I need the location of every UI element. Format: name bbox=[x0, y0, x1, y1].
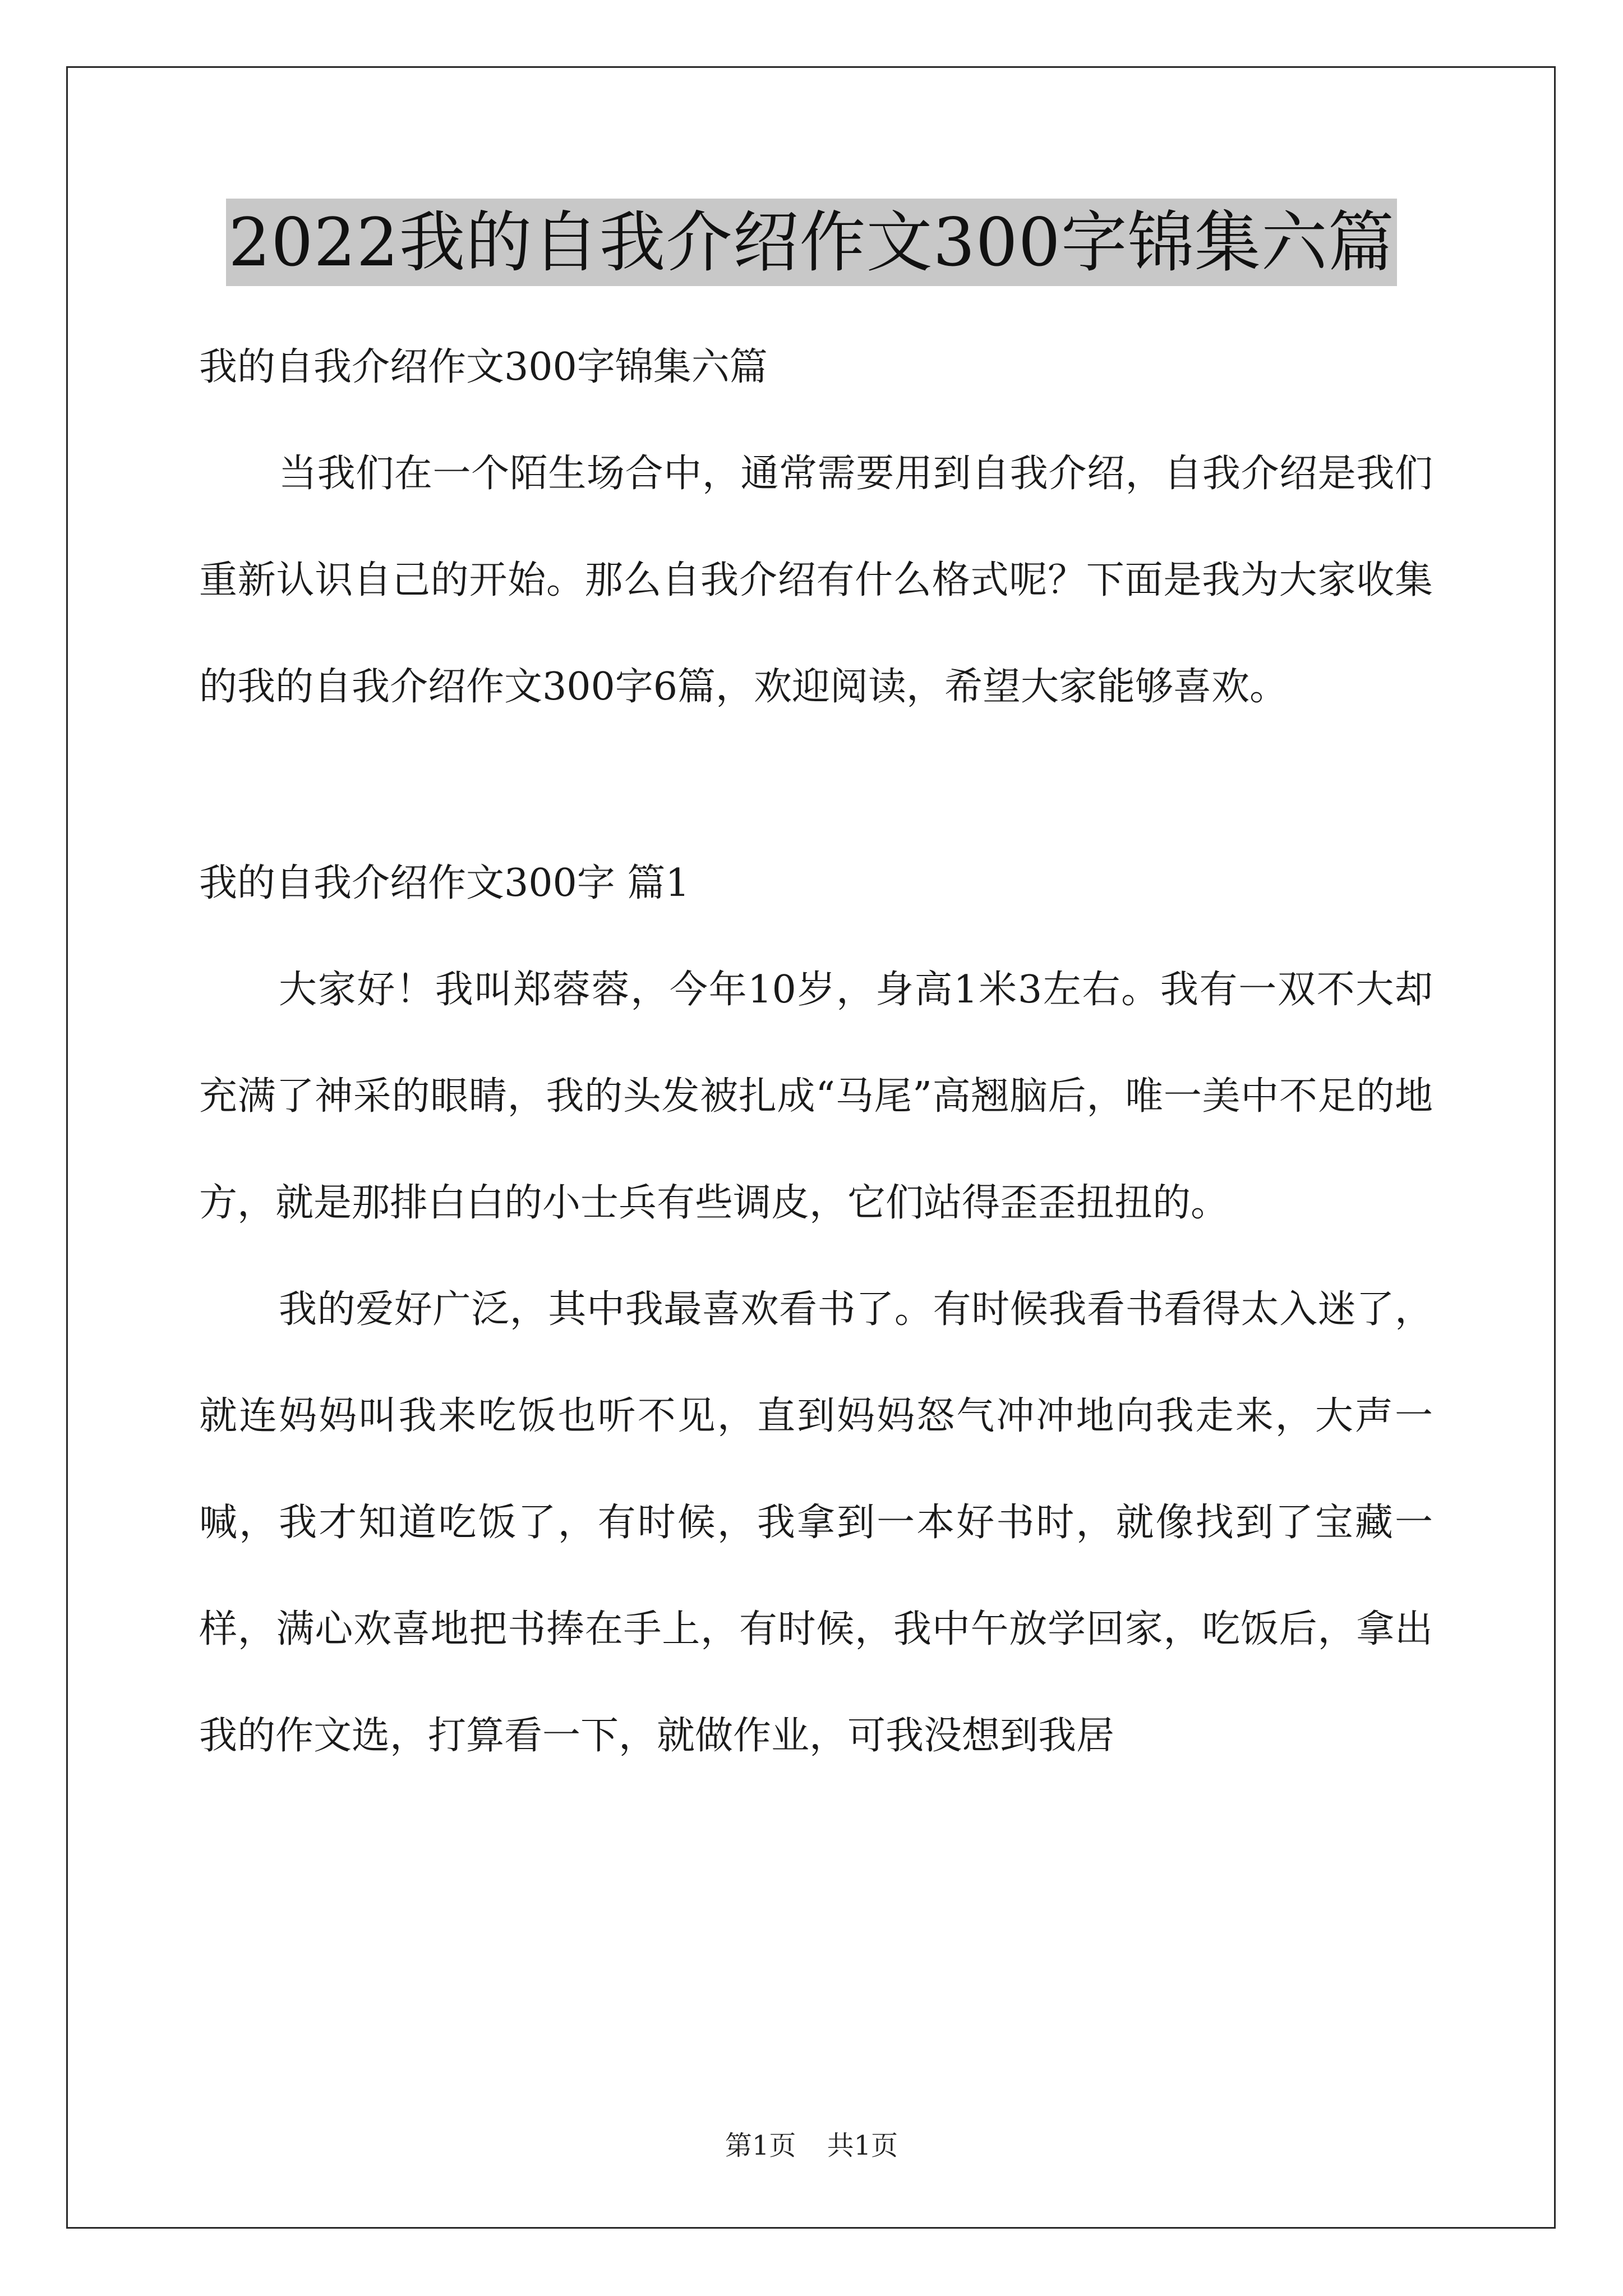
section-gap bbox=[199, 740, 1433, 830]
document-title: 2022我的自我介绍作文300字锦集六篇 bbox=[226, 199, 1397, 286]
page-number-total: 共1页 bbox=[827, 2130, 898, 2161]
page-number-current: 第1页 bbox=[725, 2130, 796, 2161]
body-paragraph: 我的爱好广泛，其中我最喜欢看书了。有时候我看书看得太入迷了，就连妈妈叫我来吃饭也听不见，直到妈妈怒气冲冲地向我走来，大声一喊，我才知道吃饭了，有时候，我拿到一本好书时，就像找到了宝藏一样，满心欢喜地把书捧在手上，有时候，我中午放学回家，吃饭后，拿出我的作文选，打算看一下，就做作业，可我没想到我居 bbox=[199, 1287, 1433, 1758]
section-heading: 我的自我介绍作文300字 篇1 bbox=[199, 861, 690, 905]
intro-paragraph: 当我们在一个陌生场合中，通常需要用到自我介绍，自我介绍是我们重新认识自己的开始。那么自我介绍有什么格式呢？下面是我为大家收集的我的自我介绍作文300字6篇，欢迎阅读，希望大家能够喜欢。 bbox=[199, 452, 1433, 709]
page-footer bbox=[0, 2129, 1623, 2162]
document-body bbox=[199, 314, 1433, 1789]
document-subtitle: 我的自我介绍作文300字锦集六篇 bbox=[199, 345, 768, 389]
title-container bbox=[0, 199, 1623, 286]
body-paragraph: 大家好！我叫郑蓉蓉，今年10岁，身高1米3左右。我有一双不大却充满了神采的眼睛，我的头发被扎成“马尾”高翘脑后，唯一美中不足的地方，就是那排白白的小士兵有些调皮，它们站得歪歪扭扭的。 bbox=[199, 968, 1433, 1225]
